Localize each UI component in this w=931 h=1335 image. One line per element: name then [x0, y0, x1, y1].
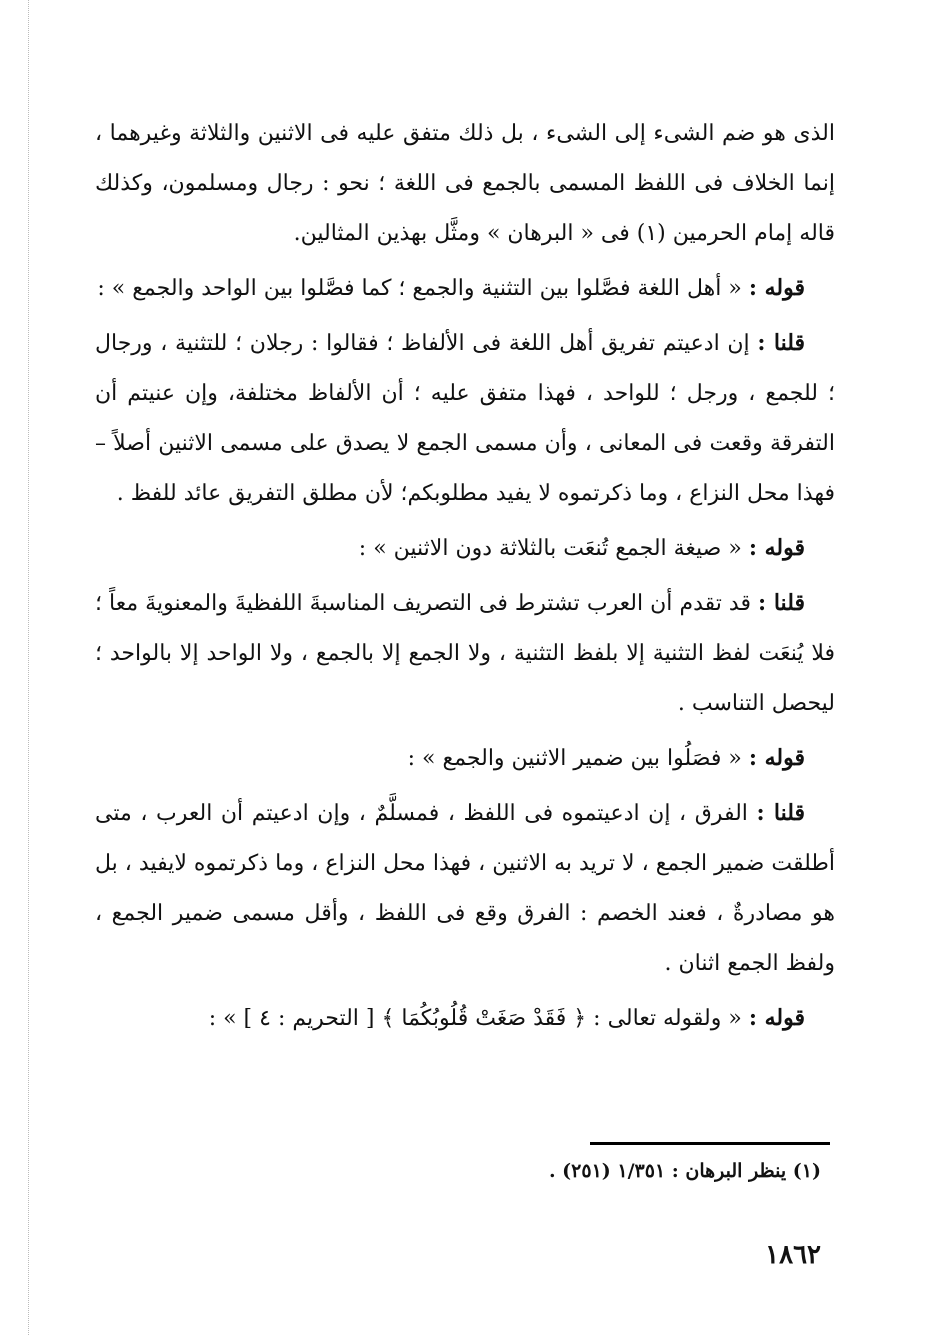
footnote: (١) ينظر البرهان : ١/٣٥١ (٢٥١) . [548, 1160, 821, 1182]
paragraph-text: « ولقوله تعالى : ﴿ فَقَدْ صَغَتْ قُلُوبُكُمَا ﴾ [ التحريم : ٤ ] » : [208, 1006, 742, 1031]
paragraph-label: قلنا : [757, 330, 806, 356]
paragraph-5 [95, 578, 835, 729]
paragraph-text: قد تقدم أن العرب تشترط فى التصريف المناسبةَ اللفظيةَ والمعنويةَ معاً ؛ فلا يُنعَت لفظ التثنية إلا بلفظ التثنية ، ولا الجمع إلا بالجمع ، ولا الواحد إلا بالواحد ؛ ليحصل التناسب . [95, 591, 835, 716]
paragraph-4 [95, 523, 835, 574]
paragraph-label: قلنا : [756, 800, 806, 826]
paragraph-text: « أهل اللغة فصَّلوا بين التثنية والجمع ؛ كما فصَّلوا بين الواحد والجمع » : [97, 276, 742, 301]
footnote-divider [590, 1142, 830, 1145]
paragraph-8 [95, 993, 835, 1044]
paragraph-text: إن ادعيتم تفريق أهل اللغة فى الألفاظ ؛ فقالوا : رجلان ؛ للتثنية ، ورجال ؛ للجمع ، ورجل ؛ للواحد ، فهذا متفق عليه ؛ أن الألفاظ مختلفة، وإن عنيتم أن التفرقة وقعت فى المعانى ، وأن مسمى الجمع لا يصدق على مسمى الاثنين أصلاً – فهذا محل النزاع ، وما ذكرتموه لا يفيد مطلوبكم؛ لأن مطلق التفريق عائد للفظ . [95, 331, 835, 506]
paragraph-6 [95, 733, 835, 784]
scan-edge [8, 0, 29, 1335]
paragraph-text: « صيغة الجمع تُنعَت بالثلاثة دون الاثنين » : [358, 536, 742, 561]
page-number: ١٨٦٢ [765, 1240, 821, 1270]
paragraph-label: قوله : [748, 745, 805, 771]
paragraph-label: قوله : [748, 535, 805, 561]
paragraph-label: قلنا : [758, 590, 805, 616]
paragraph-2 [95, 263, 835, 314]
paragraph-text: « فصَلُوا بين ضمير الاثنين والجمع » : [407, 746, 742, 771]
main-text [95, 108, 835, 1048]
paragraph-label: قوله : [748, 1005, 805, 1031]
paragraph-label: قوله : [748, 275, 805, 301]
paragraph-text: الذى هو ضم الشىء إلى الشىء ، بل ذلك متفق عليه فى الاثنين والثلاثة وغيرهما ، إنما الخلاف فى اللفظ المسمى بالجمع فى اللغة ؛ نحو : رجال ومسلمون، وكذلك قاله إمام الحرمين (١) فى « البرهان » ومثَّل بهذين المثالين. [95, 121, 835, 246]
paragraph-7 [95, 788, 835, 989]
paragraph-text: الفرق ، إن ادعيتموه فى اللفظ ، فمسلَّمٌ ، وإن ادعيتم أن العرب ، متى أطلقت ضمير الجمع ، لا تريد به الاثنين ، فهذا محل النزاع ، وما ذكرتموه لايفيد ، بل هو مصادرةٌ ، فعند الخصم : الفرق وقع فى اللفظ ، وأقل مسمى ضمير الجمع ، ولفظ الجمع اثنان . [95, 801, 835, 976]
paragraph-3 [95, 318, 835, 519]
paragraph-1 [95, 108, 835, 259]
